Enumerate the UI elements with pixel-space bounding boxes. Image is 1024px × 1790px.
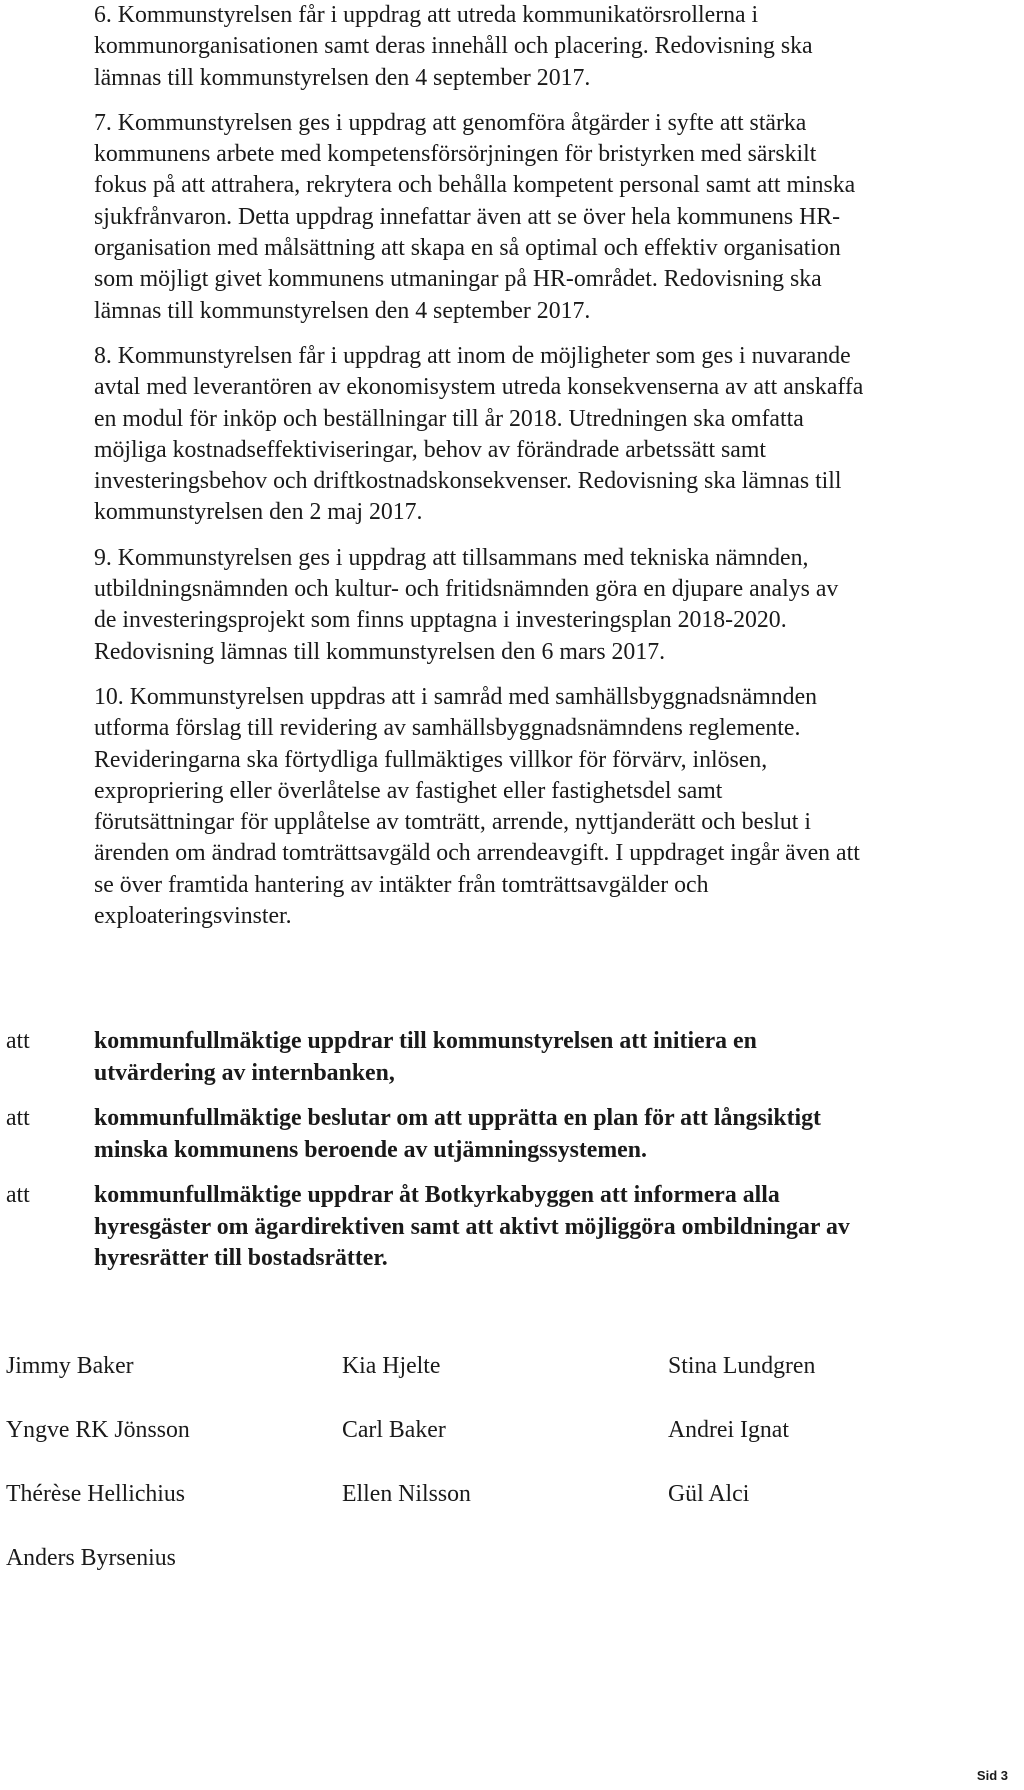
assignment-item-6: 6. Kommunstyrelsen får i uppdrag att utreda kommunikatörsrollerna i kommunorganisationen samt deras innehåll och placering. Redovisning ska lämnas till kommunstyrelsen den 4 september 2017. xyxy=(94,2,813,91)
signatory-row xyxy=(6,1543,1006,1607)
signatory-row xyxy=(6,1351,1006,1415)
signatory-name: Andrei Ignat xyxy=(668,1417,789,1443)
decision-text: kommunfullmäktige uppdrar åt Botkyrkabyggen att informera alla hyresgäster om ägardirektiven samt att aktivt möjliggöra ombildningar av hyresrätter till bostadsrätter. xyxy=(94,1182,850,1271)
decision-clause xyxy=(0,1180,1024,1275)
decision-text: kommunfullmäktige beslutar om att upprätta en plan för att långsiktigt minska kommunens beroende av utjämningssystemen. xyxy=(94,1105,821,1163)
numbered-assignments-list xyxy=(94,0,1006,932)
signatory-name: Gül Alci xyxy=(668,1481,750,1507)
signatory-row xyxy=(6,1479,1006,1543)
att-keyword: att xyxy=(6,1182,30,1208)
assignment-item-10: 10. Kommunstyrelsen uppdras att i samråd med samhällsbyggnadsnämnden utforma förslag till revidering av samhällsbyggnadsnämndens reglemente. Revideringarna ska förtydliga fullmäktiges villkor för förvärv, inlösen, expropriering eller överlåtelse av fastighet eller fastighetsdel samt förutsättningar för upplåtelse av tomträtt, arrende, nyttjanderätt och beslut i ärenden om ändrad tomträttsavgäld och arrendeavgift. I uppdraget ingår även att se över framtida hantering av intäkter från tomträttsavgälder och exploateringsvinster. xyxy=(94,683,860,930)
decision-clauses xyxy=(0,1026,1024,1289)
decision-clause xyxy=(0,1026,1024,1089)
att-keyword: att xyxy=(6,1105,30,1131)
signatory-name: Jimmy Baker xyxy=(6,1353,134,1379)
assignment-item-8: 8. Kommunstyrelsen får i uppdrag att inom de möjligheter som ges i nuvarande avtal med leverantören av ekonomisystem utreda konsekvenserna av att anskaffa en modul för inköp och beställningar till år 2018. Utredningen ska omfatta möjliga kostnadseffektiviseringar, behov av förändrade arbetssätt samt investeringsbehov och driftkostnadskonsekvenser. Redovisning ska lämnas till kommunstyrelsen den 2 maj 2017. xyxy=(94,342,864,526)
signatory-row xyxy=(6,1415,1006,1479)
signatory-name: Stina Lundgren xyxy=(668,1353,816,1379)
assignment-item-9: 9. Kommunstyrelsen ges i uppdrag att tillsammans med tekniska nämnden, utbildningsnämnden och kultur- och fritidsnämnden göra en djupare analys av de investeringsprojekt som finns upptagna i investeringsplan 2018-2020. Redovisning lämnas till kommunstyrelsen den 6 mars 2017. xyxy=(94,544,839,665)
att-keyword: att xyxy=(6,1028,30,1054)
decision-clause xyxy=(0,1103,1024,1166)
page-number-label: Sid 3 xyxy=(976,1768,1008,1783)
signatory-name: Carl Baker xyxy=(342,1417,446,1443)
signatory-name: Ellen Nilsson xyxy=(342,1481,471,1507)
decision-text: kommunfullmäktige uppdrar till kommunstyrelsen att initiera en utvärdering av internbanken, xyxy=(94,1028,757,1086)
signatory-name: Kia Hjelte xyxy=(342,1353,441,1379)
signatory-name: Yngve RK Jönsson xyxy=(6,1417,190,1443)
signatories-list xyxy=(6,1351,1006,1607)
assignment-item-7: 7. Kommunstyrelsen ges i uppdrag att genomföra åtgärder i syfte att stärka kommunens arbete med kompetensförsörjningen för bristyrken med särskilt fokus på att attrahera, rekrytera och behålla kompetent personal samt att minska sjukfrånvaron. Detta uppdrag innefattar även att se över hela kommunens HR- organisation med målsättning att skapa en så optimal och effektiv organisation som möjligt givet kommunens utmaningar på HR-området. Redovisning ska lämnas till kommunstyrelsen den 4 september 2017. xyxy=(94,109,856,324)
signatory-name: Anders Byrsenius xyxy=(6,1545,176,1571)
signatory-name: Thérèse Hellichius xyxy=(6,1481,186,1507)
